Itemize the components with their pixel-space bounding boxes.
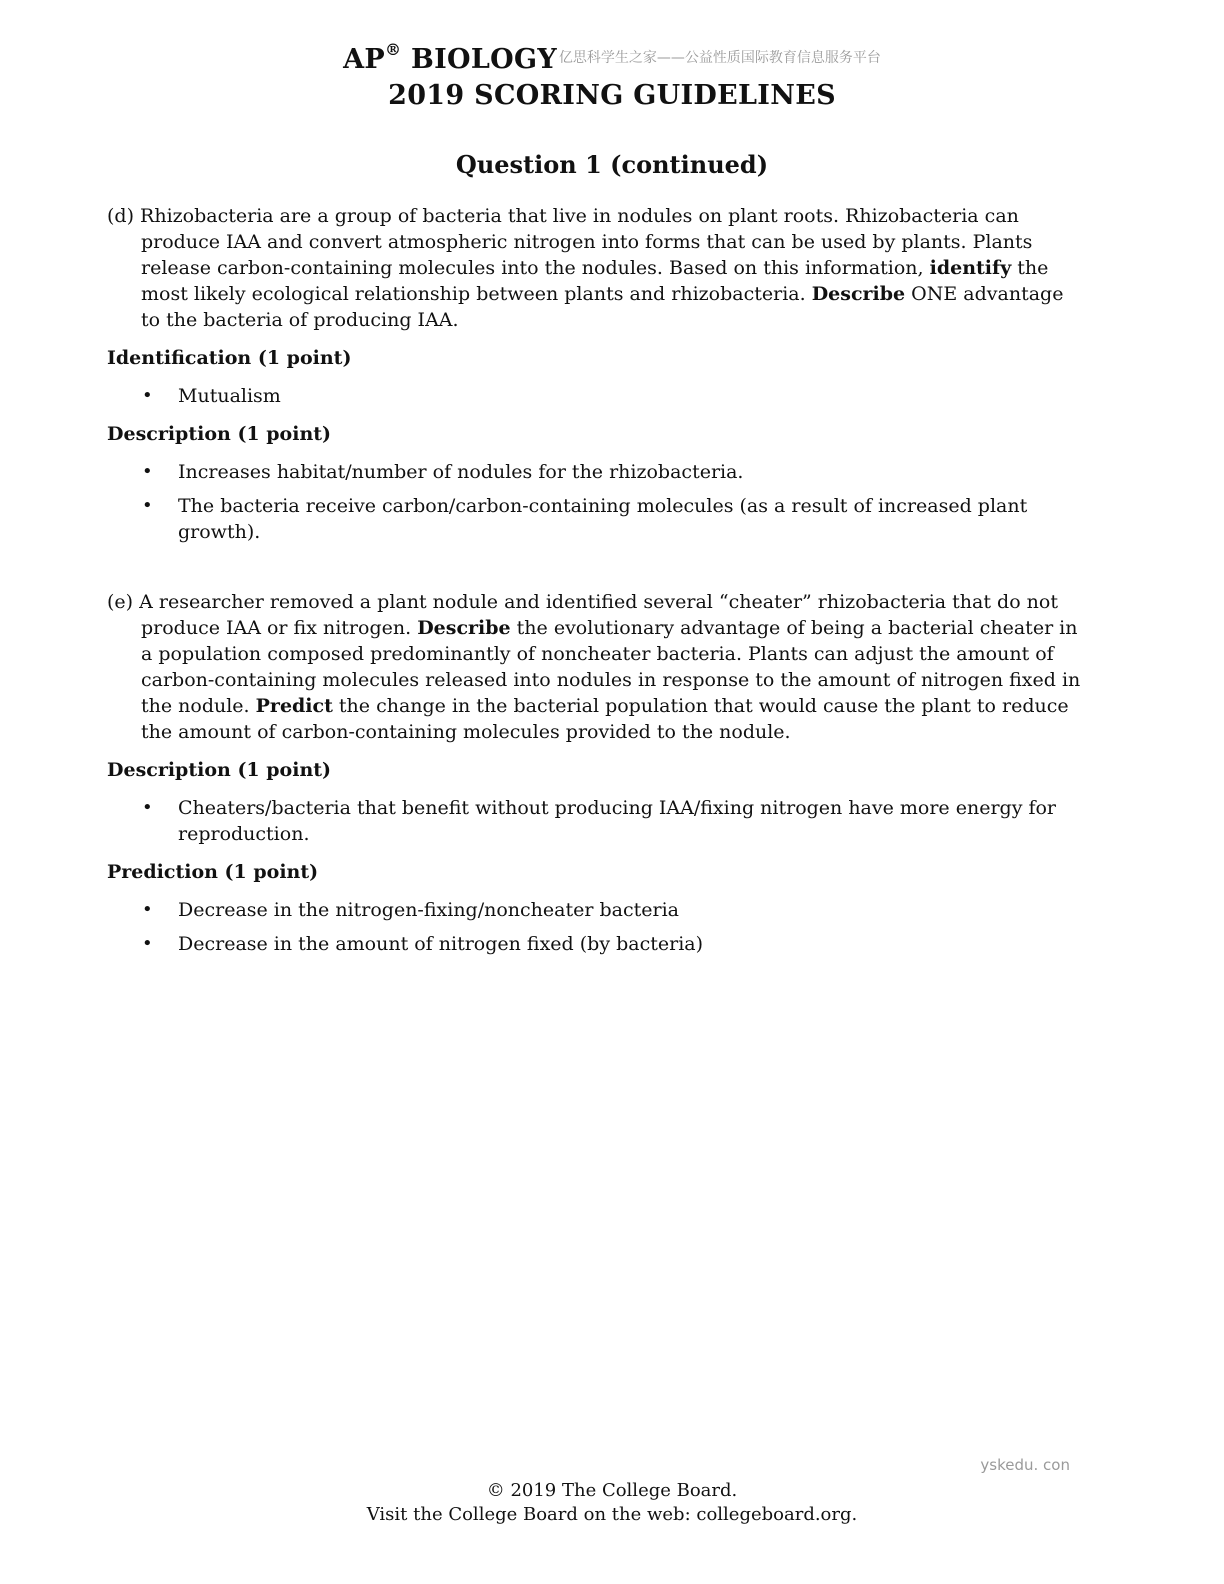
description-list <box>107 459 1087 545</box>
identification-list <box>107 383 1087 409</box>
prediction-heading: Prediction (1 point) <box>107 861 319 883</box>
website-text: Visit the College Board on the web: collegeboard.org. <box>366 1504 858 1525</box>
prompt-text: the evolutionary advantage of being a bacterial cheater in a population composed predominantly of noncheater bacteria. Plants can adjust the amount of carbon-containing molecules released into nodules in response to the amount of nitrogen fixed in the nodule. <box>141 617 1081 717</box>
list-item: • Increases habitat/number of nodules for the rhizobacteria. <box>107 459 1087 485</box>
prompt-keyword: Predict <box>255 695 333 717</box>
registered-mark: ® <box>384 40 402 59</box>
description-heading: Description (1 point) <box>107 423 332 445</box>
list-item: • Decrease in the nitrogen-fixing/noncheater bacteria <box>107 897 1087 923</box>
page-footer <box>0 1479 1224 1527</box>
question-title: Question 1 (continued) <box>455 150 769 179</box>
footer-watermark: yskedu. con <box>980 1456 1070 1474</box>
list-item: • The bacteria receive carbon/carbon-containing molecules (as a result of increased plant growth). <box>107 493 1087 545</box>
prompt-text: the most likely ecological relationship between plants and rhizobacteria. <box>141 257 1049 305</box>
list-item: • Decrease in the amount of nitrogen fixed (by bacteria) <box>107 931 1087 957</box>
list-item: • Cheaters/bacteria that benefit without producing IAA/fixing nitrogen have more energy for reproduction. <box>107 795 1087 847</box>
description-heading: Description (1 point) <box>107 759 332 781</box>
prompt-keyword: Describe <box>417 617 511 639</box>
prompt-keyword: identify <box>929 257 1012 279</box>
part-d-prompt <box>107 203 1087 333</box>
header-watermark: 亿思科学生之家——公益性质国际教育信息服务平台 <box>558 50 881 66</box>
identification-heading: Identification (1 point) <box>107 347 352 369</box>
list-item: • Mutualism <box>107 383 1087 409</box>
copyright-text: © 2019 The College Board. <box>486 1480 738 1501</box>
part-e-prompt <box>107 589 1087 745</box>
prompt-keyword: Describe <box>811 283 906 305</box>
scoring-content <box>107 203 1087 965</box>
title-ap: AP <box>343 44 385 75</box>
prompt-text: ONE advantage to the bacteria of producing IAA. <box>141 283 1064 331</box>
page-header <box>0 40 1224 75</box>
prompt-text: (d) Rhizobacteria are a group of bacteria that live in nodules on plant roots. Rhizobacteria can produce IAA and convert atmospheric nitrogen into forms that can be used by plants. Plants release carbon-containing molecules into the nodules. Based on this information, <box>107 205 1033 279</box>
prediction-list <box>107 897 1087 957</box>
prompt-text: the change in the bacterial population that would cause the plant to reduce the amount of carbon-containing molecules provided to the nodule. <box>141 695 1069 743</box>
page-subtitle: 2019 SCORING GUIDELINES <box>388 80 836 111</box>
title-subject: BIOLOGY <box>401 44 557 75</box>
description-list <box>107 795 1087 847</box>
section-spacer <box>107 553 1087 589</box>
prompt-text: (e) A researcher removed a plant nodule and identified several “cheater” rhizobacteria that do not produce IAA or fix nitrogen. <box>107 591 1058 639</box>
page-title <box>343 40 557 75</box>
